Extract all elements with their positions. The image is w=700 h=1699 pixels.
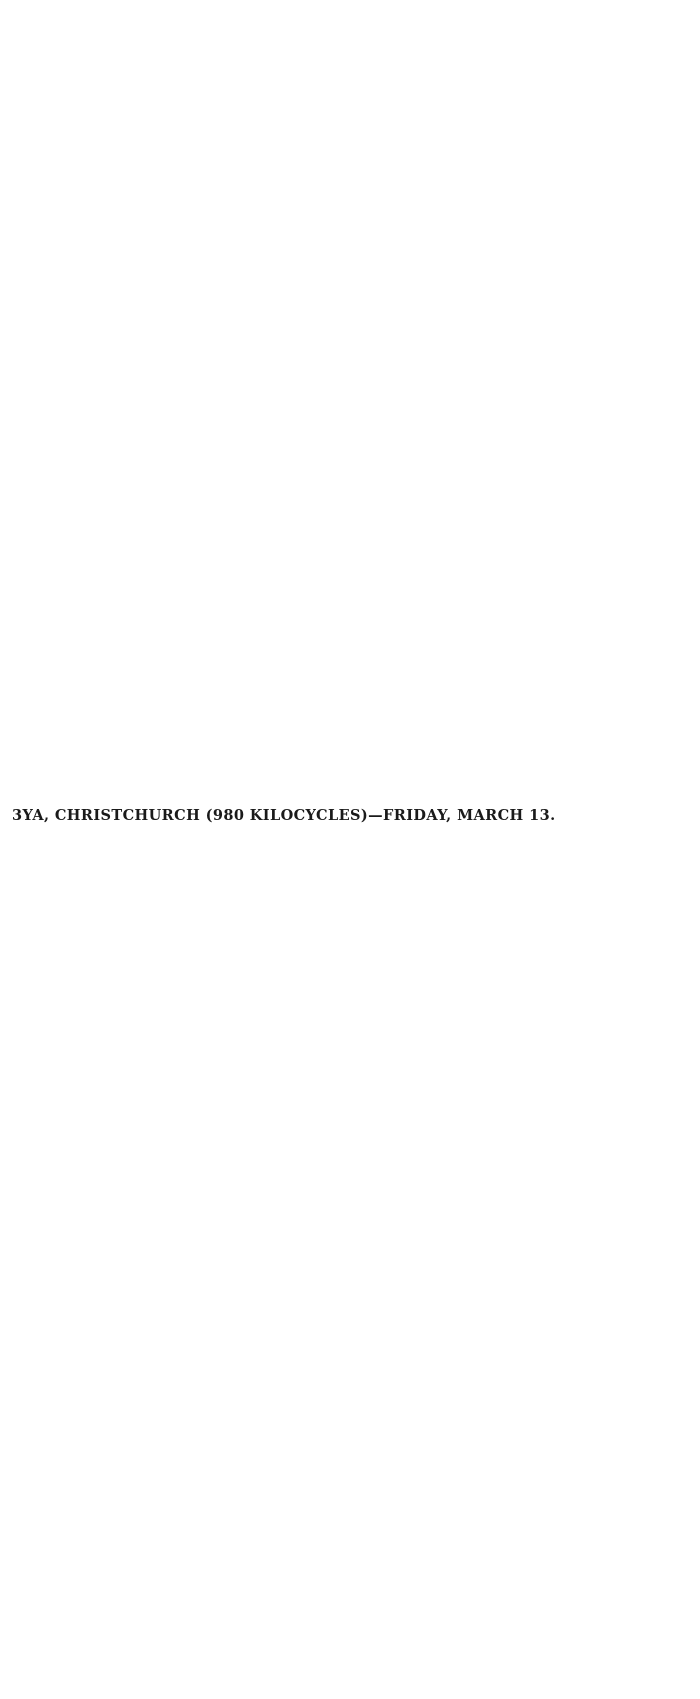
station-heading: 3YA, CHRISTCHURCH (980 KILOCYCLES)—FRIDAY, MARCH 13. xyxy=(12,807,556,824)
